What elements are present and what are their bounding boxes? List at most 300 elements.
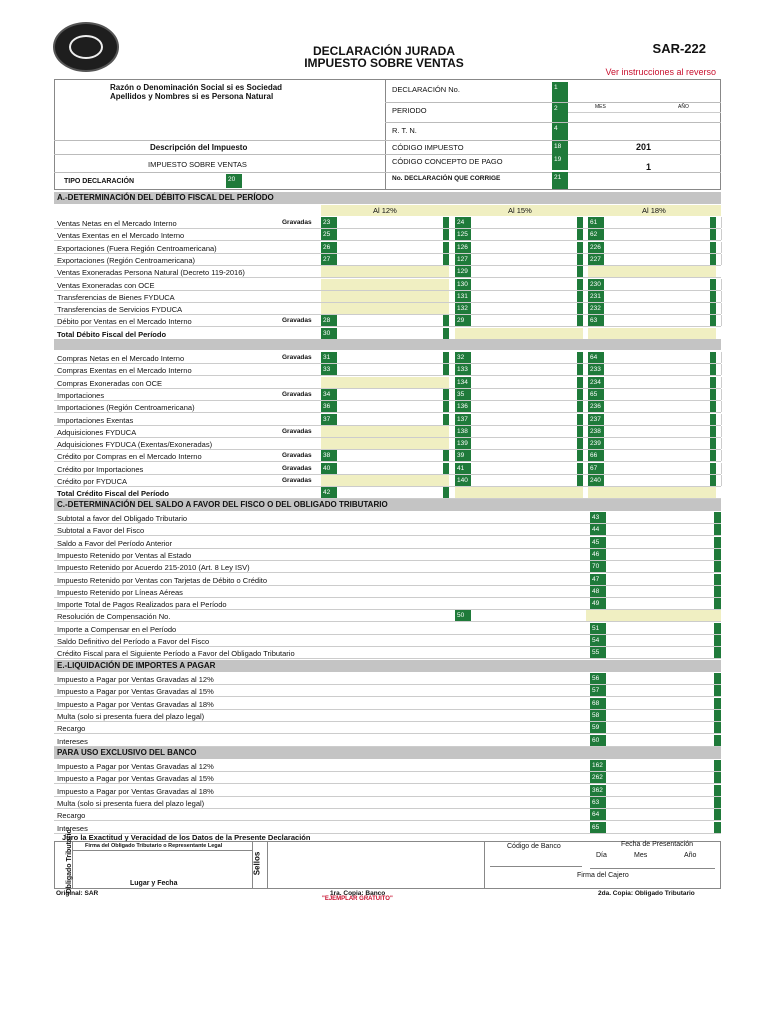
box-marker <box>577 352 583 363</box>
row-label: Multa (solo si presenta fuera del plazo legal) <box>57 798 205 808</box>
box-126: 126 <box>455 242 471 253</box>
box-230: 230 <box>588 279 604 290</box>
amount-input[interactable] <box>337 401 456 412</box>
divider <box>54 154 721 155</box>
amount-input[interactable] <box>604 291 722 302</box>
amount-input[interactable] <box>604 475 722 486</box>
box-marker <box>710 401 716 412</box>
amount-input[interactable] <box>604 401 722 412</box>
box-marker <box>710 426 716 437</box>
box-marker <box>577 254 583 265</box>
box-marker <box>710 438 716 449</box>
row-label: Crédito por Compras en el Mercado Interno <box>57 452 202 462</box>
dia-label: Día <box>596 852 607 859</box>
box-marker <box>710 364 716 375</box>
amount-input[interactable] <box>604 303 722 314</box>
amount-input[interactable] <box>604 414 722 425</box>
row-label: Recargo <box>57 724 86 734</box>
box-marker <box>714 561 721 572</box>
box-57: 57 <box>590 685 606 696</box>
amount-input[interactable] <box>604 229 722 240</box>
instructions-link[interactable]: Ver instrucciones al reverso <box>605 67 716 77</box>
amount-input[interactable] <box>337 487 456 498</box>
box-125: 125 <box>455 229 471 240</box>
box-31: 31 <box>321 352 337 363</box>
box-marker <box>443 315 449 326</box>
mes-label: MES <box>595 104 606 110</box>
row-label: Crédito por Importaciones <box>57 464 144 474</box>
amount-input[interactable] <box>606 598 721 609</box>
rtn-input[interactable] <box>568 123 721 141</box>
box-44: 44 <box>590 524 606 535</box>
amount-input[interactable] <box>606 647 721 658</box>
periodo-label: PERIODO <box>392 106 427 115</box>
amount-input[interactable] <box>606 623 721 634</box>
box-162: 162 <box>590 760 606 771</box>
row-label: Saldo a Favor del Período Anterior <box>57 538 173 548</box>
box-marker <box>714 598 721 609</box>
box-19: 19 <box>552 154 568 170</box>
gratuito-label: "EJEMPLAR GRATUITO" <box>322 896 393 902</box>
amount-input[interactable] <box>606 785 721 796</box>
box-43: 43 <box>590 512 606 523</box>
amount-input[interactable] <box>606 561 721 572</box>
box-marker <box>577 242 583 253</box>
box-marker <box>443 217 449 228</box>
amount-input[interactable] <box>606 710 721 721</box>
amount-input[interactable] <box>606 685 721 696</box>
amount-input[interactable] <box>604 377 722 388</box>
sellos-label: Sellos <box>252 851 262 876</box>
row-label: Compras Netas en el Mercado Interno <box>57 354 185 363</box>
amount-input[interactable] <box>606 735 721 746</box>
box-227: 227 <box>588 254 604 265</box>
box-marker <box>577 463 583 474</box>
corrige-label: No. DECLARACIÓN QUE CORRIGE <box>392 175 501 182</box>
row-tag: Gravadas <box>282 427 312 435</box>
impuesto-label: IMPUESTO SOBRE VENTAS <box>148 160 247 169</box>
disabled-cell <box>321 475 449 486</box>
amount-input[interactable] <box>606 586 721 597</box>
codigo-impuesto-label: CÓDIGO IMPUESTO <box>392 143 464 152</box>
box-51: 51 <box>590 623 606 634</box>
amount-input[interactable] <box>471 242 589 253</box>
box-marker <box>443 401 449 412</box>
box-marker <box>714 635 721 646</box>
box-29: 29 <box>455 315 471 326</box>
amount-input[interactable] <box>606 574 721 585</box>
row-label: Intereses <box>57 736 88 746</box>
amount-input[interactable] <box>337 242 456 253</box>
box-marker <box>710 414 716 425</box>
row-label: Impuesto Retenido por Acuerdo 215-2010 (Art. 8 Ley ISV) <box>57 563 250 573</box>
amount-input[interactable] <box>604 364 722 375</box>
row-label: Impuesto a Pagar por Ventas Gravadas al 12% <box>57 675 214 684</box>
row-label: Adquisiciones FYDUCA (Exentas/Exoneradas) <box>57 440 213 450</box>
amount-input[interactable] <box>606 722 721 733</box>
amount-input[interactable] <box>471 377 589 388</box>
amount-input[interactable] <box>337 414 456 425</box>
amount-input[interactable] <box>337 229 456 240</box>
form-subtitle: IMPUESTO SOBRE VENTAS <box>304 56 464 70</box>
box-marker <box>714 647 721 658</box>
section-a-title: A.-DETERMINACIÓN DEL DÉBITO FISCAL DEL PERÍODO <box>54 192 721 204</box>
amount-input[interactable] <box>337 352 456 363</box>
box-28: 28 <box>321 315 337 326</box>
row-label: Multa (solo si presenta fuera del plazo legal) <box>57 711 205 721</box>
box-marker <box>443 328 449 339</box>
amount-input[interactable] <box>337 217 456 228</box>
box-39: 39 <box>455 450 471 461</box>
box-65: 65 <box>588 389 604 400</box>
box-1: 1 <box>552 82 568 103</box>
box-marker <box>710 229 716 240</box>
box-marker <box>577 266 583 277</box>
amount-input[interactable] <box>471 475 589 486</box>
row-label: Importe a Compensar en el Período <box>57 624 177 634</box>
box-63: 63 <box>590 797 606 808</box>
row-label: Transferencias de Servicios FYDUCA <box>57 305 183 315</box>
box-marker <box>710 315 716 326</box>
fecha-input[interactable] <box>590 861 715 869</box>
amount-input[interactable] <box>604 463 722 474</box>
row-label: Impuesto Retenido por Ventas al Estado <box>57 550 192 560</box>
row-label: Importaciones Exentas <box>57 415 134 425</box>
box-33: 33 <box>321 364 337 375</box>
box-marker <box>577 426 583 437</box>
row-label: Total Débito Fiscal del Período <box>57 329 167 339</box>
box-marker <box>443 364 449 375</box>
original-label: Original: SAR <box>56 890 99 897</box>
row-label: Ventas Netas en el Mercado Interno <box>57 219 177 228</box>
amount-input[interactable] <box>471 229 589 240</box>
juro-text: Juro la Exactitud y Veracidad de los Datos de la Presente Declaración <box>62 833 311 842</box>
box-marker <box>443 229 449 240</box>
box-42: 42 <box>321 487 337 498</box>
box-40: 40 <box>321 463 337 474</box>
box-127: 127 <box>455 254 471 265</box>
row-label: Impuesto Retenido por Líneas Aéreas <box>57 587 183 597</box>
amount-input[interactable] <box>471 414 589 425</box>
divider <box>54 172 721 173</box>
box-140: 140 <box>455 475 471 486</box>
box-234: 234 <box>588 377 604 388</box>
resolution-input[interactable] <box>471 610 586 621</box>
amount-input[interactable] <box>606 549 721 560</box>
box-64: 64 <box>590 809 606 820</box>
disabled-cell <box>321 426 449 437</box>
box-362: 362 <box>590 785 606 796</box>
amount-input[interactable] <box>606 673 721 684</box>
box-marker <box>714 822 721 833</box>
box-marker <box>577 401 583 412</box>
box-marker <box>443 487 449 498</box>
fecha-presentacion-label: Fecha de Presentación <box>621 841 693 848</box>
row-tag: Gravadas <box>282 477 312 484</box>
disabled-cell <box>321 303 449 314</box>
amount-input[interactable] <box>337 389 456 400</box>
box-marker <box>714 710 721 721</box>
box-62: 62 <box>588 229 604 240</box>
box-marker <box>714 735 721 746</box>
amount-input[interactable] <box>606 797 721 808</box>
row-label: Saldo Definitivo del Período a Favor del Fisco <box>57 637 210 646</box>
box-35: 35 <box>455 389 471 400</box>
box-marker <box>710 291 716 302</box>
descripcion-label: Descripción del Impuesto <box>150 143 248 152</box>
codigo-pago-value: 1 <box>646 162 652 172</box>
box-marker <box>710 352 716 363</box>
box-21: 21 <box>552 172 568 189</box>
rate-12-header: Al 12% <box>373 206 397 215</box>
box-marker <box>710 303 716 314</box>
row-label: Intereses <box>57 823 88 833</box>
box-46: 46 <box>590 549 606 560</box>
box-55: 55 <box>590 647 606 658</box>
amount-input[interactable] <box>471 279 589 290</box>
box-marker <box>714 586 721 597</box>
box-marker <box>710 389 716 400</box>
row-label: Ventas Exoneradas con OCE <box>57 280 155 290</box>
form-code: SAR-222 <box>652 41 706 56</box>
amount-input[interactable] <box>606 809 721 820</box>
box-marker <box>443 450 449 461</box>
section-c-title: C.-DETERMINACIÓN DEL SALDO A FAVOR DEL FISCO O DEL OBLIGADO TRIBUTARIO <box>54 499 721 511</box>
amount-input[interactable] <box>471 352 589 363</box>
row-label: Crédito por FYDUCA <box>57 477 128 486</box>
box-138: 138 <box>455 426 471 437</box>
row-label: Recargo <box>57 811 86 821</box>
box-20: 20 <box>226 174 242 188</box>
box-61: 61 <box>588 217 604 228</box>
firma-input[interactable] <box>72 850 252 877</box>
box-239: 239 <box>588 438 604 449</box>
row-label: Compras Exentas en el Mercado Interno <box>57 366 192 376</box>
box-marker <box>714 537 721 548</box>
box-238: 238 <box>588 426 604 437</box>
disabled-cell <box>321 377 449 388</box>
box-134: 134 <box>455 377 471 388</box>
section-b-title-bar <box>54 339 721 350</box>
obligado-vertical-label: Obligado Tributario <box>65 829 73 894</box>
amount-input[interactable] <box>604 389 722 400</box>
box-34: 34 <box>321 389 337 400</box>
box-marker <box>714 809 721 820</box>
amount-input[interactable] <box>471 426 589 437</box>
row-label: Ventas Exentas en el Mercado Interno <box>57 231 185 241</box>
box-65: 65 <box>590 822 606 833</box>
amount-input[interactable] <box>471 401 589 412</box>
tipo-label: TIPO DECLARACIÓN <box>64 178 134 185</box>
box-marker <box>443 242 449 253</box>
box-marker <box>577 377 583 388</box>
box-marker <box>714 797 721 808</box>
disabled-cell <box>321 266 449 277</box>
box-marker <box>443 414 449 425</box>
amount-input[interactable] <box>471 254 589 265</box>
amount-input[interactable] <box>604 279 722 290</box>
box-marker <box>443 389 449 400</box>
box-marker <box>577 291 583 302</box>
amount-input[interactable] <box>337 254 456 265</box>
row-tag: Gravadas <box>282 219 312 226</box>
row-label: Resolución de Compensación No. <box>57 612 171 622</box>
row-label: Importaciones <box>57 390 105 400</box>
amount-input[interactable] <box>606 772 721 783</box>
box-27: 27 <box>321 254 337 265</box>
firma-cajero-label: Firma del Cajero <box>577 872 629 879</box>
amount-input[interactable] <box>471 389 589 400</box>
box-64: 64 <box>588 352 604 363</box>
amount-input[interactable] <box>471 315 589 326</box>
razon-label: Razón o Denominación Social si es Sociedad <box>110 83 283 92</box>
amount-input[interactable] <box>604 242 722 253</box>
codigo-banco-label: Código de Banco <box>507 843 561 850</box>
amount-input[interactable] <box>606 760 721 771</box>
disabled-cell <box>455 328 583 339</box>
codigo-banco-input[interactable] <box>490 858 582 867</box>
box-24: 24 <box>455 217 471 228</box>
box-30: 30 <box>321 328 337 339</box>
box-marker <box>577 303 583 314</box>
row-tag: Gravadas <box>282 317 312 325</box>
box-marker <box>577 217 583 228</box>
box-marker <box>577 475 583 486</box>
disabled-cell <box>455 487 583 498</box>
box-59: 59 <box>590 722 606 733</box>
rate-15-header: Al 15% <box>508 206 532 215</box>
amount-input[interactable] <box>606 698 721 709</box>
box-68: 68 <box>590 698 606 709</box>
box-marker <box>714 549 721 560</box>
amount-input[interactable] <box>337 450 456 461</box>
box-45: 45 <box>590 537 606 548</box>
box-54: 54 <box>590 635 606 646</box>
box-marker <box>714 685 721 696</box>
box-137: 137 <box>455 414 471 425</box>
box-56: 56 <box>590 673 606 684</box>
amount-input[interactable] <box>471 438 589 449</box>
box-marker <box>577 389 583 400</box>
amount-input[interactable] <box>606 822 721 833</box>
row-label: Adquisiciones FYDUCA <box>57 427 137 437</box>
disabled-cell <box>586 610 721 621</box>
amount-input[interactable] <box>337 463 456 474</box>
amount-input[interactable] <box>337 315 456 326</box>
box-marker <box>710 242 716 253</box>
box-231: 231 <box>588 291 604 302</box>
box-marker <box>577 438 583 449</box>
amount-input[interactable] <box>471 364 589 375</box>
box-236: 236 <box>588 401 604 412</box>
box-18: 18 <box>552 141 568 154</box>
divider <box>385 79 386 190</box>
mes-footer-label: Mes <box>634 852 648 859</box>
row-label: Importaciones (Región Centroamericana) <box>57 403 195 413</box>
box-32: 32 <box>455 352 471 363</box>
box-4: 4 <box>552 123 568 141</box>
row-label: Transferencias de Bienes FYDUCA <box>57 292 175 302</box>
box-marker <box>714 673 721 684</box>
box-232: 232 <box>588 303 604 314</box>
box-226: 226 <box>588 242 604 253</box>
box-marker <box>714 512 721 523</box>
box-66: 66 <box>588 450 604 461</box>
box-marker <box>710 475 716 486</box>
amount-input[interactable] <box>471 450 589 461</box>
nombres-label: Apellidos y Nombres si es Persona Natural <box>110 92 274 101</box>
row-label: Subtotal a Favor del Fisco <box>57 526 145 536</box>
amount-input[interactable] <box>337 328 456 339</box>
box-marker <box>714 698 721 709</box>
row-label: Impuesto a Pagar por Ventas Gravadas al 15% <box>57 774 214 784</box>
row-label: Exportaciones (Región Centroamericana) <box>57 255 195 265</box>
section-e-title: E.-LIQUIDACIÓN DE IMPORTES A PAGAR <box>54 660 721 672</box>
box-marker <box>577 279 583 290</box>
box-49: 49 <box>590 598 606 609</box>
amount-input[interactable] <box>604 438 722 449</box>
amount-input[interactable] <box>606 524 721 535</box>
amount-input[interactable] <box>606 512 721 523</box>
amount-input[interactable] <box>604 426 722 437</box>
box-marker <box>443 254 449 265</box>
box-36: 36 <box>321 401 337 412</box>
amount-input[interactable] <box>471 463 589 474</box>
anio-label: AÑO <box>678 104 689 110</box>
box-63: 63 <box>588 315 604 326</box>
amount-input[interactable] <box>337 364 456 375</box>
amount-input[interactable] <box>606 635 721 646</box>
box-marker <box>577 414 583 425</box>
box-47: 47 <box>590 574 606 585</box>
box-marker <box>577 450 583 461</box>
amount-input[interactable] <box>604 352 722 363</box>
disabled-cell <box>321 438 449 449</box>
box-41: 41 <box>455 463 471 474</box>
divider <box>484 841 485 889</box>
row-tag: Gravadas <box>282 464 312 472</box>
amount-input[interactable] <box>604 450 722 461</box>
lugar-fecha-label: Lugar y Fecha <box>130 880 178 887</box>
amount-input[interactable] <box>471 291 589 302</box>
box-139: 139 <box>455 438 471 449</box>
box-129: 129 <box>455 266 471 277</box>
box-131: 131 <box>455 291 471 302</box>
box-marker <box>443 352 449 363</box>
box-26: 26 <box>321 242 337 253</box>
amount-input[interactable] <box>604 254 722 265</box>
firma-label: Firma del Obligado Tributario o Representante Legal <box>85 843 223 849</box>
amount-input[interactable] <box>471 303 589 314</box>
box-marker <box>714 623 721 634</box>
box-marker <box>710 463 716 474</box>
box-marker <box>710 254 716 265</box>
box-marker <box>443 463 449 474</box>
box-marker <box>577 315 583 326</box>
box-marker <box>577 229 583 240</box>
disabled-cell <box>588 328 716 339</box>
amount-input[interactable] <box>606 537 721 548</box>
row-label: Débito por Ventas en el Mercado Interno <box>57 317 192 327</box>
amount-input[interactable] <box>471 266 589 277</box>
box-marker <box>710 377 716 388</box>
box-70: 70 <box>590 561 606 572</box>
amount-input[interactable] <box>471 217 589 228</box>
amount-input[interactable] <box>604 217 722 228</box>
amount-input[interactable] <box>604 315 722 326</box>
box-2: 2 <box>552 103 568 123</box>
disabled-cell <box>588 487 716 498</box>
